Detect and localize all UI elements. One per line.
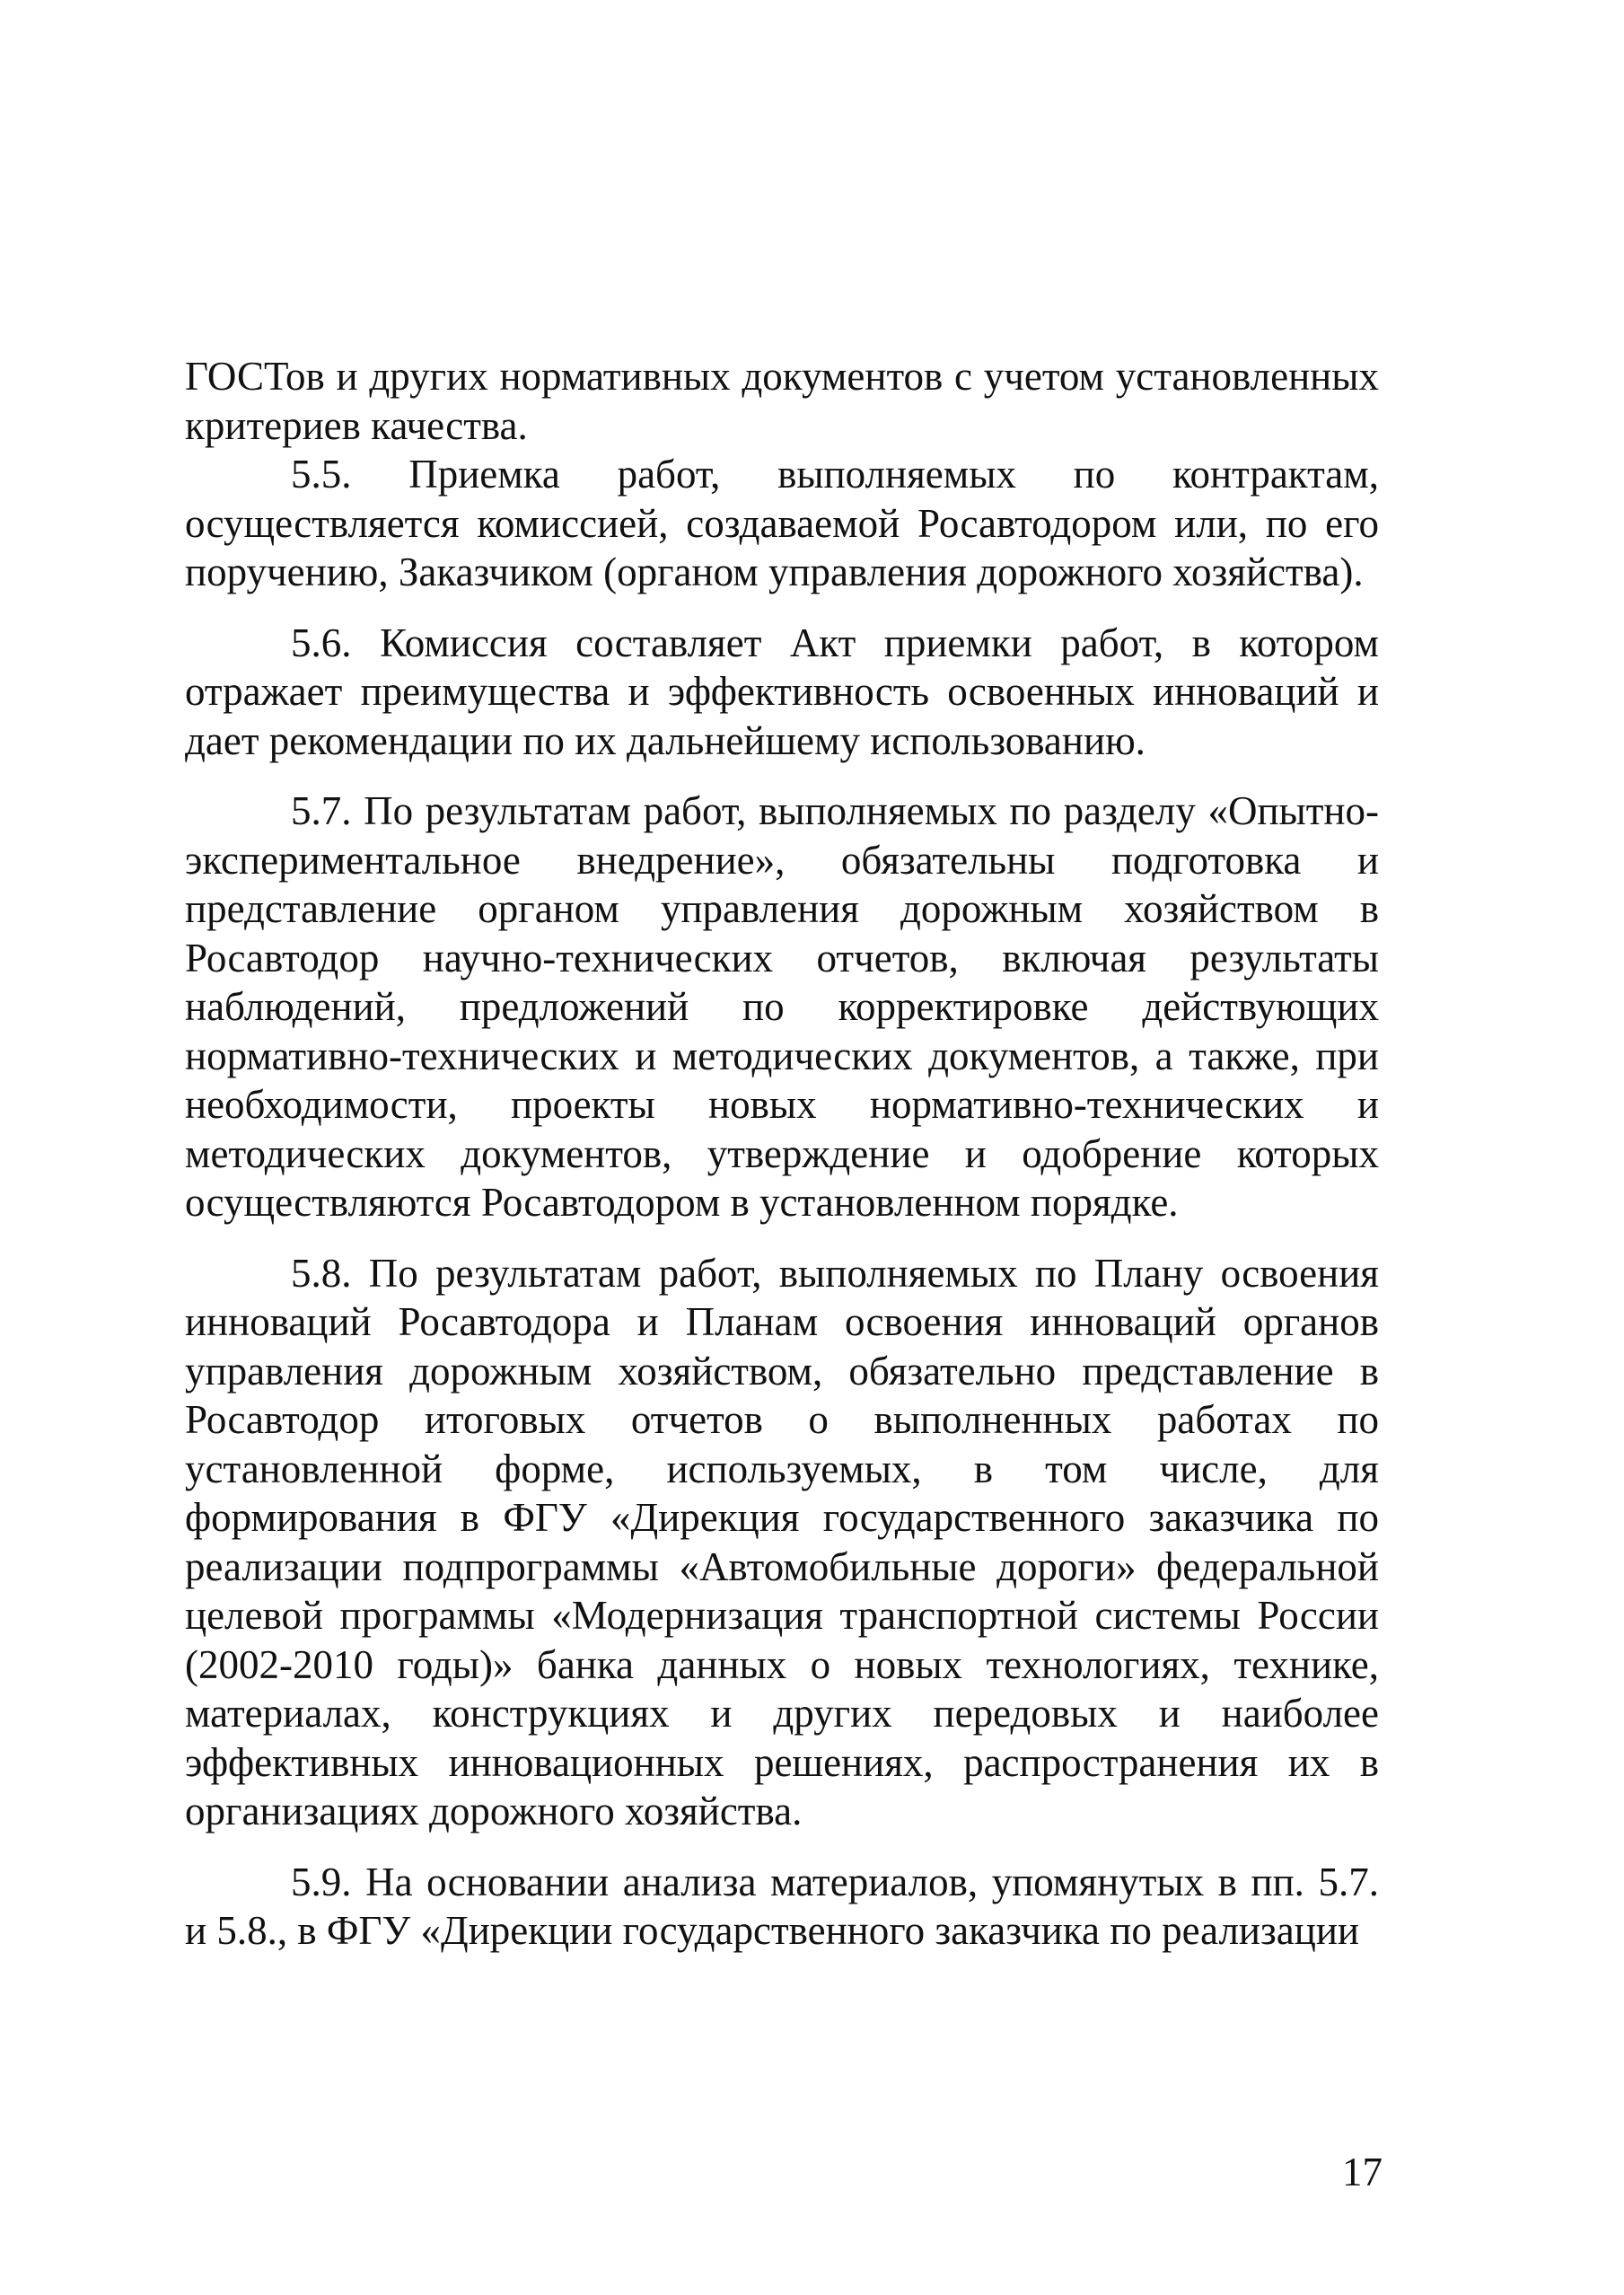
paragraph-5-8: 5.8. По результатам работ, выполняемых по Плану освоения инноваций Росавтодора и Планам освоения инноваций органов управления дорожным хозяйством, обязательно представление в Росавтодор итоговых отчетов о выполненных работах по установленной форме, используемых, в том числе, для формирования в ФГУ «Дирекция государственного заказчика по реализации подпрограммы «Автомобильные дороги» федеральной целевой программы «Модернизация транспортной системы России (2002-2010 годы)» банка данных о новых технологиях, технике, материалах, конструкциях и других передовых и наиболее эффективных инновационных решениях, распространения их в организациях дорожного хозяйства. (185, 1250, 1379, 1833)
paragraph-5-6: 5.6. Комиссия составляет Акт приемки работ, в котором отражает преимущества и эффективность освоенных инноваций и дает рекомендации по их дальнейшему использованию. (185, 620, 1379, 763)
page-number: 17 (1342, 2150, 1383, 2194)
paragraph-5-5: 5.5. Приемка работ, выполняемых по контрактам, осуществляется комиссией, создаваемой Росавтодором или, по его поручению, Заказчиком (органом управления дорожного хозяйства). (185, 452, 1379, 594)
paragraph-continuation: ГОСТов и других нормативных документов с учетом установленных критериев качества. (185, 354, 1379, 448)
paragraph-5-7: 5.7. По результатам работ, выполняемых по разделу «Опытно-экспериментальное внедрение», обязательны подготовка и представление органом управления дорожным хозяйством в Росавтодор научно-технических отчетов, включая результаты наблюдений, предложений по корректировке действующих нормативно-технических и методических документов, а также, при необходимости, проекты новых нормативно-технических и методических документов, утверждение и одобрение которых осуществляются Росавтодором в установленном порядке. (185, 788, 1379, 1225)
paragraph-5-9: 5.9. На основании анализа материалов, упомянутых в пп. 5.7. и 5.8., в ФГУ «Дирекции государственного заказчика по реализации (185, 1859, 1379, 1953)
body-text (185, 352, 1379, 1956)
